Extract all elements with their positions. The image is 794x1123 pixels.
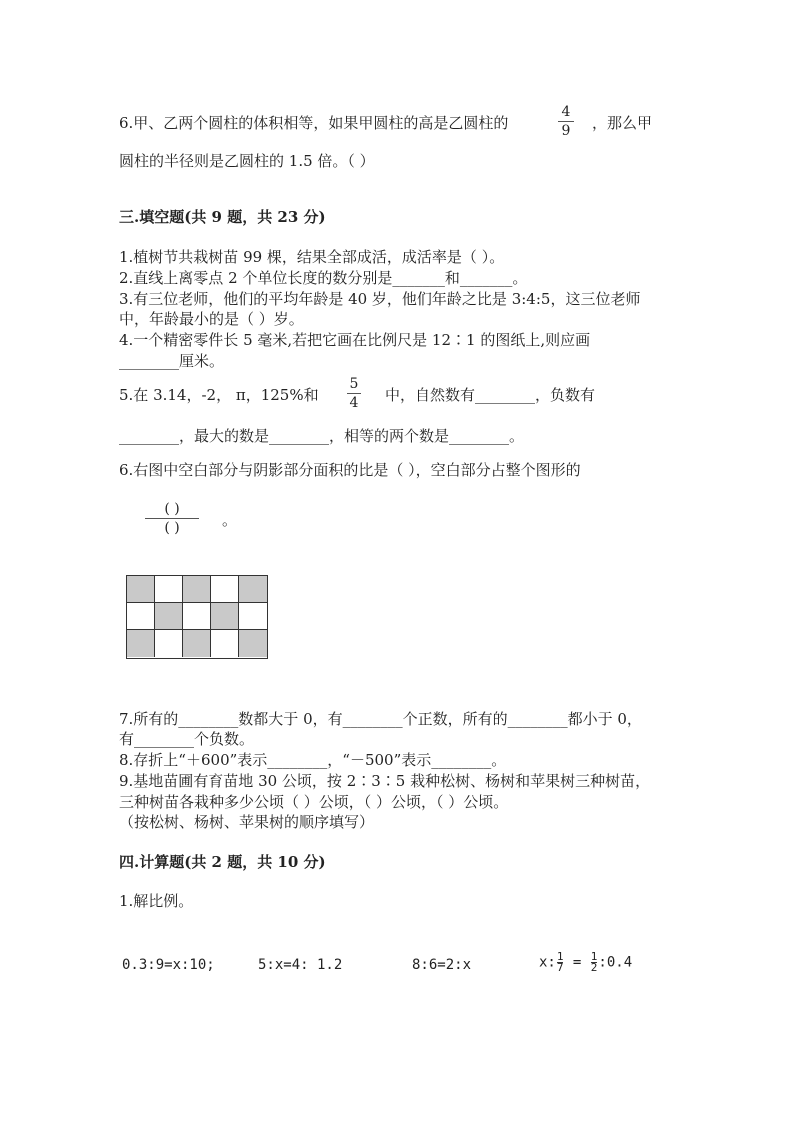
- section-3-title: 三.填空题(共 9 题，共 23 分): [119, 208, 326, 226]
- fill-q3-line1: 3.有三位老师，他们的平均年龄是 40 岁，他们年龄之比是 3:4:5，这三位老师: [119, 290, 641, 308]
- fill-q9-line3: （按松树、杨树、苹果树的顺序填写）: [119, 813, 375, 831]
- grid-cell-shaded: [239, 576, 267, 603]
- grid-cell-shaded: [211, 603, 239, 630]
- fill-q7-line2: 有________个负数。: [119, 730, 255, 748]
- fill-q7-line1: 7.所有的________数都大于 0，有________个正数，所有的________都小于 0，: [119, 710, 642, 728]
- equation-4-fraction-2: [591, 952, 598, 973]
- section-4-title: 四.计算题(共 2 题，共 10 分): [119, 853, 326, 871]
- fraction-numerator: 1: [590, 950, 598, 963]
- grid-cell-shaded: [127, 576, 155, 603]
- grid-cell-shaded: [239, 630, 267, 657]
- question-6-prev-line1b: ，那么甲: [592, 114, 653, 132]
- fraction-numerator: 1: [556, 950, 564, 963]
- fill-q5-line2: ________，最大的数是________，相等的两个数是________。: [119, 427, 525, 445]
- question-6-prev-line1a: 6.甲、乙两个圆柱的体积相等，如果甲圆柱的高是乙圆柱的: [119, 114, 509, 132]
- fill-q9-line1: 9.基地苗圃有育苗地 30 公顷，按 2∶3∶5 栽种松树、杨树和苹果树三种树苗，: [119, 772, 651, 790]
- fraction-denominator: 9: [561, 123, 571, 139]
- grid-cell-blank: [127, 603, 155, 630]
- fraction-bar: [558, 121, 574, 122]
- fill-q4-line2: ________厘米。: [119, 352, 225, 370]
- equation-1: 0.3:9=x:10;: [122, 957, 215, 973]
- question-6-prev-line2: 圆柱的半径则是乙圆柱的 1.5 倍。（ ）: [119, 152, 375, 170]
- fill-q9-line2: 三种树苗各栽种多少公顷（ ）公顷，（ ）公顷，（ ）公顷。: [119, 793, 509, 811]
- grid-cell-blank: [239, 603, 267, 630]
- equation-2: 5:x=4: 1.2: [258, 957, 343, 973]
- grid-cell-blank: [155, 630, 183, 657]
- fill-q3-line2: 中，年龄最小的是（ ）岁。: [119, 310, 304, 328]
- fill-q4-line1: 4.一个精密零件长 5 毫米,若把它画在比例尺是 12∶1 的图纸上,则应画: [119, 331, 591, 349]
- fraction-numerator: 5: [349, 376, 359, 392]
- equation-4: [539, 952, 632, 973]
- fraction-blank: [145, 501, 199, 536]
- fill-q1: 1.植树节共栽树苗 99 棵，结果全部成活，成活率是（ ）。: [119, 248, 505, 266]
- fraction-bar: [347, 393, 361, 394]
- fill-q5-line1b: 中，自然数有________，负数有: [385, 386, 596, 404]
- equation-4-mid: =: [564, 954, 590, 971]
- fill-q2: 2.直线上离零点 2 个单位长度的数分别是_______和_______。: [119, 269, 528, 287]
- grid-cell-blank: [211, 576, 239, 603]
- grid-cell-shaded: [127, 630, 155, 657]
- shaded-grid-figure: [126, 575, 268, 659]
- fraction-bar: [145, 518, 199, 519]
- equation-4-fraction-1: [557, 952, 564, 973]
- grid-cell-blank: [155, 576, 183, 603]
- fraction-4-9: [558, 104, 574, 139]
- fill-q6-end: 。: [222, 511, 238, 529]
- fraction-denominator: 4: [349, 395, 359, 411]
- grid-cell-shaded: [183, 576, 211, 603]
- equation-4-post: :0.4: [598, 954, 633, 971]
- equation-3: 8:6=2:x: [412, 957, 472, 973]
- fill-q5-line1a: 5.在 3.14，-2， π，125%和: [119, 386, 319, 404]
- fraction-5-4: [347, 376, 361, 411]
- fraction-denominator: ( ): [164, 520, 180, 536]
- grid-cell-shaded: [155, 603, 183, 630]
- equation-4-pre: x:: [539, 954, 556, 971]
- grid-cell-shaded: [183, 630, 211, 657]
- fill-q6-line1: 6.右图中空白部分与阴影部分面积的比是（ ），空白部分占整个图形的: [119, 461, 581, 479]
- fraction-numerator: ( ): [164, 501, 180, 517]
- grid-cell-blank: [183, 603, 211, 630]
- fraction-denominator: 2: [590, 961, 598, 974]
- calc-q1: 1.解比例。: [119, 892, 194, 910]
- fraction-denominator: 7: [556, 961, 564, 974]
- fill-q8: 8.存折上“＋600”表示________，“－500”表示________。: [119, 751, 507, 769]
- fraction-numerator: 4: [561, 104, 571, 120]
- grid-cell-blank: [211, 630, 239, 657]
